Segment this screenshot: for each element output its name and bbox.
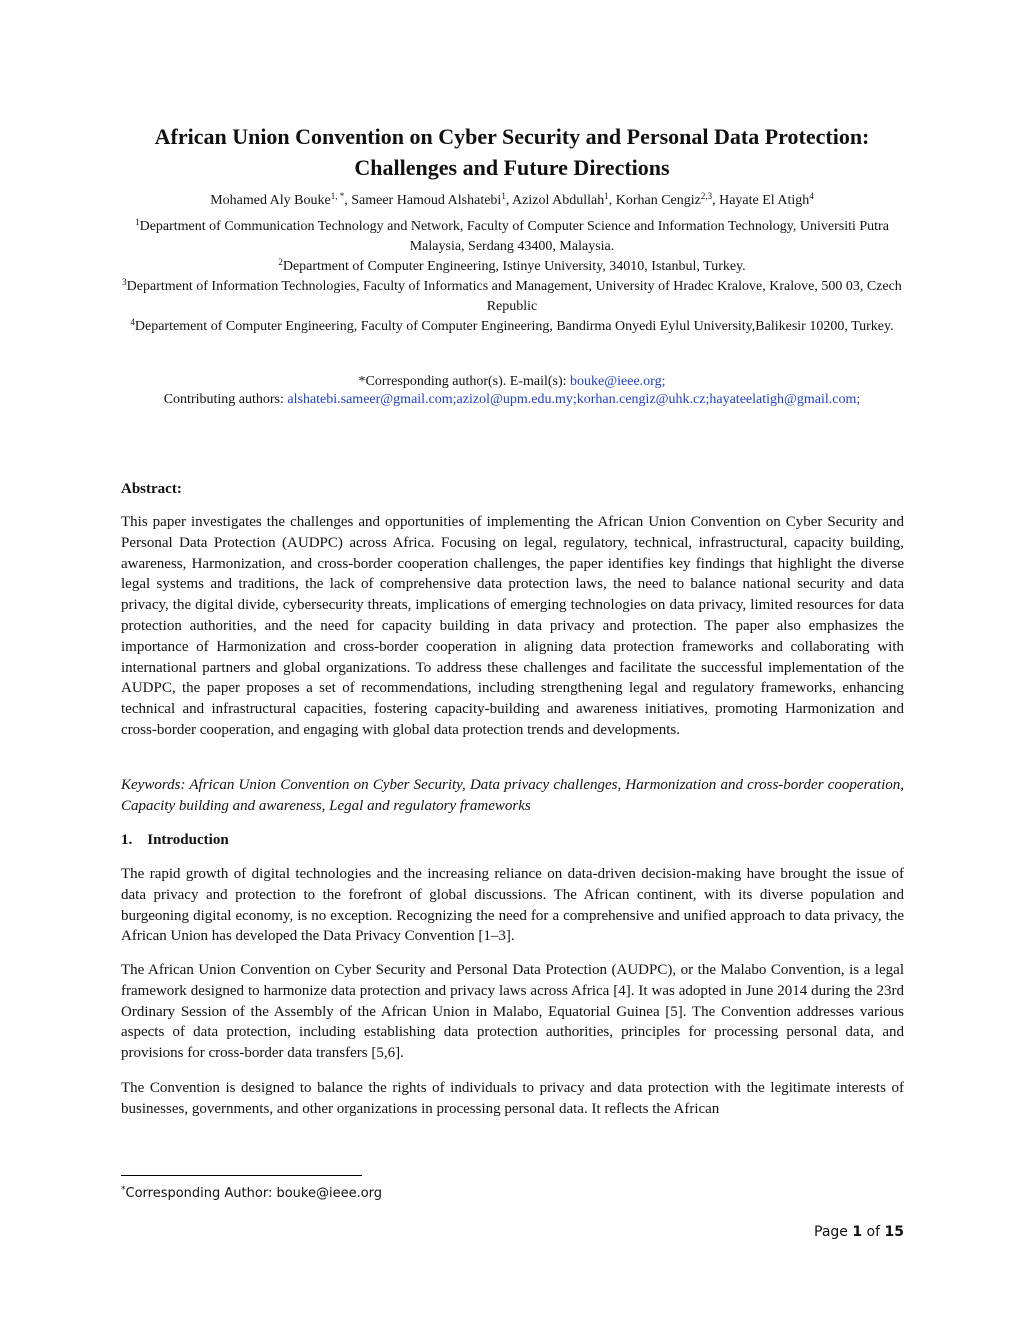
- author-affil-mark: 4: [809, 191, 814, 201]
- author-name: Korhan Cengiz: [615, 193, 701, 208]
- corresponding-email-link[interactable]: bouke@ieee.org;: [570, 374, 666, 389]
- author-name: Azizol Abdullah: [512, 193, 605, 208]
- author-name: Sameer Hamoud Alshatebi: [351, 193, 502, 208]
- paper-title: [100, 121, 924, 183]
- author-list: Mohamed Aly Bouke$^{1, *}$, Sameer Hamoud Alshatebi$^1$, Azizol Abdullah$^1$, Korhan Cengiz$^{2,3}$, Hayate El Atigh$^4$: [210, 191, 814, 208]
- corresponding-info: [100, 373, 924, 409]
- abstract-text: This paper investigates the challenges and opportunities of implementing the African Union Convention on Cyber Security and Personal Data Protection (AUDPC) across Africa. Focusing on legal, regulatory, technical, infrastructural, capacity building, awareness, Harmonization, and cross-border cooperation challenges, the paper identifies key findings that highlight the diverse legal systems and traditions, the lack of comprehensive data protection laws, the need to balance national security and data privacy, the digital divide, cybersecurity threats, implications of emerging technologies on data privacy, limited resources for data protection authorities, and the need for capacity building in data privacy and protection. The paper also emphasizes the importance of Harmonization and cross-border cooperation in aligning data protection frameworks and collaborating with international partners and global organizations. To address these challenges and facilitate the successful implementation of the AUDPC, the paper proposes a set of recommendations, including strengthening legal and regulatory frameworks, enhancing technical and infrastructural capacities, fostering capacity-building and awareness initiatives, promoting Harmonization and cross-border cooperation, and engaging with global data protection trends and developments.: [121, 514, 904, 738]
- author-affil-mark: 1: [604, 191, 609, 201]
- author-name: Hayate El Atigh: [719, 193, 810, 208]
- footnote-divider: [121, 1175, 362, 1176]
- author-name: Mohamed Aly Bouke: [210, 193, 331, 208]
- intro-paragraph-1: The rapid growth of digital technologies and the increasing reliance on data-driven decision-making have brought the issue of data privacy and protection to the forefront of global discussions. The African continent, with its diverse population and burgeoning digital economy, is no exception. Recognizing the need for a comprehensive and unified approach to data privacy, the African Union has developed the Data Privacy Convention [1–3].: [121, 866, 904, 945]
- author-affil-mark: 1, *: [330, 191, 345, 201]
- intro-paragraph-2: The African Union Convention on Cyber Security and Personal Data Protection (AUDPC), or the Malabo Convention, is a legal framework designed to harmonize data protection and privacy laws across Africa [4]. It was adopted in June 2014 during the 23rd Ordinary Session of the Assembly of the African Union in Malabo, Equatorial Guinea [5]. The Convention addresses various aspects of data protection, including establishing data protection authorities, principles for processing personal data, and provisions for cross-border data transfers [5,6].: [121, 962, 904, 1062]
- keywords: Keywords: African Union Convention on Cyber Security, Data privacy challenges, Harmonization and cross-border cooperation, Capacity building and awareness, Legal and regulatory frameworks: [121, 777, 904, 814]
- affiliation-list: [118, 217, 906, 337]
- contributing-line: Contributing authors: alshatebi.sameer@gmail.com;azizol@upm.edu.my;korhan.cengiz@uhk.cz;hayateelatigh@gmail.com;: [163, 392, 861, 407]
- corresponding-line: *Corresponding author(s). E-mail(s): bouke@ieee.org;: [358, 374, 666, 389]
- intro-paragraph-3: The Convention is designed to balance the rights of individuals to privacy and data protection with the legitimate interests of businesses, governments, and other organizations in processing personal data. It reflects the African: [121, 1080, 904, 1117]
- page-number: Page 1 of 15: [814, 1224, 904, 1240]
- section-heading-introduction: 1. Introduction: [121, 832, 229, 848]
- title-line-2: Challenges and Future Directions: [354, 155, 670, 180]
- affiliation-4: $^4$Departement of Computer Engineering, Faculty of Computer Engineering, Bandirma Onyedi Eylul University,Balikesir 10200, Turkey.: [130, 317, 894, 334]
- title-line-1: African Union Convention on Cyber Security and Personal Data Protection:: [154, 124, 870, 149]
- author-affil-mark: 1: [501, 191, 506, 201]
- affiliation-3: $^3$Department of Information Technologies, Faculty of Informatics and Management, University of Hradec Kralove, Kralove, 500 03, Czech Republic: [122, 277, 902, 314]
- affiliation-1: $^1$Department of Communication Technology and Network, Faculty of Computer Science and Information Technology, Universiti Putra Malaysia, Serdang 43400, Malaysia.: [135, 217, 889, 254]
- affiliation-2: $^2$Department of Computer Engineering, Istinye University, 34010, Istanbul, Turkey.: [278, 257, 746, 274]
- author-affil-mark: 2,3: [700, 191, 713, 201]
- footnote: *Corresponding Author: bouke@ieee.org: [121, 1185, 383, 1201]
- contributing-emails-link[interactable]: alshatebi.sameer@gmail.com;azizol@upm.edu.my;korhan.cengiz@uhk.cz;hayateelatigh@gmail.com;: [287, 392, 861, 407]
- abstract-heading: Abstract:: [121, 481, 182, 497]
